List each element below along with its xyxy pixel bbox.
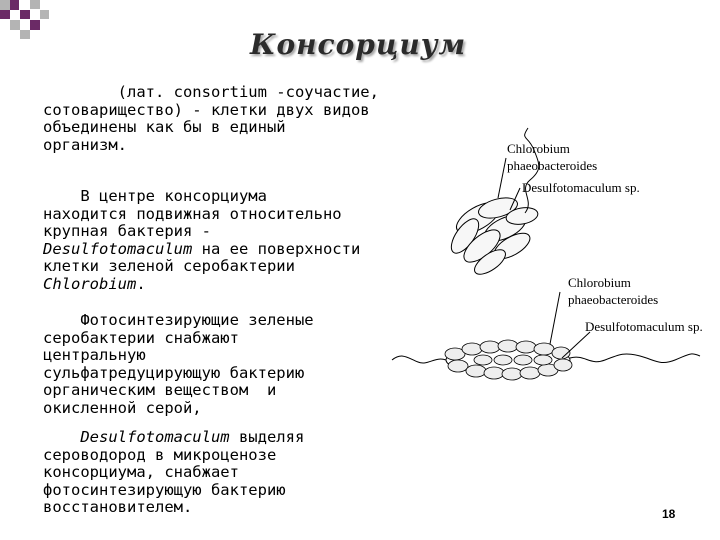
top-label-chlorobium: Chlorobium phaeobacteroides (507, 141, 598, 173)
bottom-pointer-chlorobium (550, 292, 560, 344)
top-label-desulfotomaculum: Desulfotomaculum sp. (522, 180, 640, 195)
bottom-flagellum-left (392, 356, 446, 363)
paragraph-center-description: В центре консорциума находится подвижная относительно крупная бактерия - Desulfotomaculum на ее поверхности клетки зеленой серобактерии Chlorobium. (43, 188, 361, 293)
top-pointer-chlorobium (498, 158, 506, 198)
paragraph-photosynthesis: Фотосинтезирующие зеленые серобактерии снабжают центральную сульфатредуцирующую бактерию органическим веществом и окисленной серой, (43, 311, 314, 417)
page-number: 18 (662, 507, 676, 521)
bottom-label-chlorobium: Chlorobium phaeobacteroides (568, 275, 659, 307)
paragraph-hydrogen-sulfide: Desulfotomaculum выделяя сероводород в микроценозе консорциума, снабжает фотосинтезирующую бактерию восстановителем. (43, 428, 305, 516)
slide-title: Консорциум (250, 28, 467, 61)
paragraph-definition: (лат. consortium -соучастие, сотоварищество) - клетки двух видов объединены как бы в единый организм. (43, 83, 379, 154)
top-consortium-drawing (446, 194, 539, 279)
bottom-consortium-drawing (445, 340, 572, 380)
bottom-flagellum-right (570, 354, 700, 363)
bottom-label-desulfotomaculum: Desulfotomaculum sp. (585, 319, 703, 334)
bottom-pointer-desulfotomaculum (562, 332, 590, 358)
